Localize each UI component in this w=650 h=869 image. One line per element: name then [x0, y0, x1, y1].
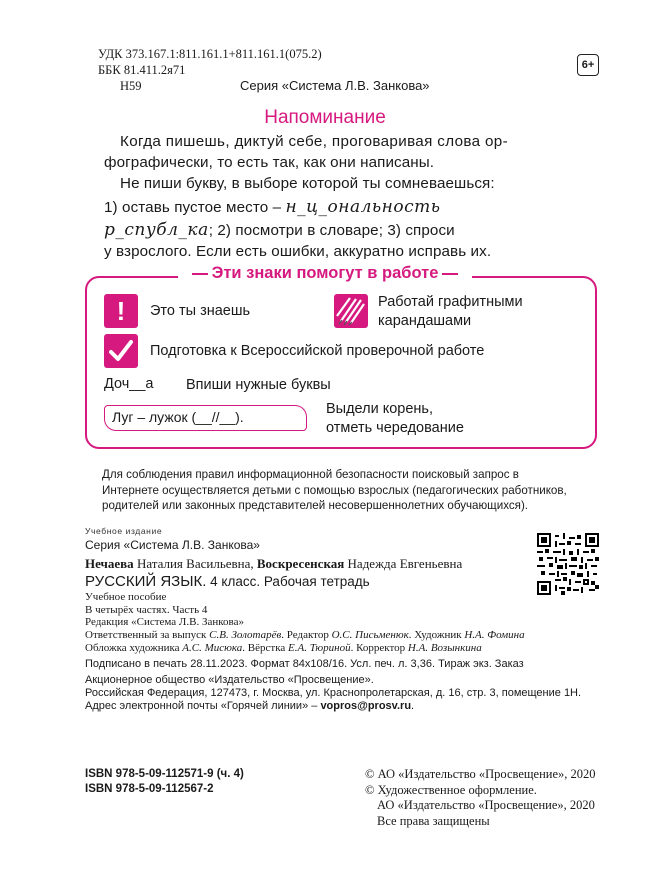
- reminder-line: Не пиши букву, в выборе которой ты сомневаешься:: [120, 175, 495, 192]
- legend-item-vpr: Подготовка к Всероссийской проверочной работе: [150, 343, 485, 359]
- reminder-line: у взрослого. Если есть ошибки, аккуратно исправь их.: [104, 243, 492, 260]
- safety-note: Для соблюдения правил информационной безопасности поисковый запрос в Интернете осуществляется детьми с помощью взрослых (педагогических работников, родителей или законных представителей несовершеннолетних обучающихся).: [102, 468, 567, 512]
- reminder-paragraph-1: [104, 131, 582, 173]
- copyright-line: © Художественное оформление.: [365, 782, 537, 797]
- exclamation-icon: !: [104, 294, 138, 328]
- book-kind: Учебное пособие В четырёх частях. Часть 4: [85, 591, 208, 616]
- handwritten-example-1: н_ц_ональность: [285, 197, 441, 217]
- handwritten-example-2: р_спубл_ка: [104, 220, 209, 240]
- age-rating-badge: 6+: [577, 54, 599, 76]
- series-name-top: Серия «Система Л.В. Занкова»: [240, 78, 430, 93]
- book-title: РУССКИЙ ЯЗЫК. 4 класс. Рабочая тетрадь: [85, 573, 370, 590]
- reminder-line: [104, 197, 582, 218]
- bbk-code: ББК 81.411.2я71: [98, 63, 186, 77]
- publisher-info: Акционерное общество «Издательство «Просвещение». Российская Федерация, 127473, г. Москва, ул. Краснопролетарская, д. 16, стр. 3, помещение 1Н. Адрес электронной почты «Горячей линии» – vopros@prosv.ru.: [85, 674, 582, 712]
- authors: Нечаева Наталия Васильевна, Воскресенская Надежда Евгеньевна: [85, 556, 463, 571]
- reminder-text: ; 2) посмотри в словаре; 3) спроси: [208, 222, 455, 239]
- legend-title: Эти знаки помогут в работе: [0, 264, 650, 283]
- isbn-2: ISBN 978-5-09-112567-2: [85, 783, 214, 795]
- print-line: Подписано в печать 28.11.2023. Формат 84x108/16. Усл. печ. л. 3,36. Тираж экз. Заказ: [85, 658, 524, 670]
- imprint-series: Серия «Система Л.В. Занкова»: [85, 538, 260, 552]
- copyright-line: © АО «Издательство «Просвещение», 2020: [365, 767, 596, 781]
- example-word-blank: Доч__а: [104, 376, 154, 392]
- copyright-block: [365, 767, 596, 829]
- reminder-paragraph-2: [104, 173, 582, 262]
- reminder-title: Напоминание: [264, 107, 386, 128]
- checkmark-icon: [104, 334, 138, 368]
- imprint-credits: Редакция «Система Л.В. Занкова» Ответственный за выпуск С.В. Золотарёв. Редактор О.С. Письменюк. Художник Н.А. Фомина Обложка художника А.С. Мисюка. Вёрстка Е.А. Тюриной. Корректор Н.А. Возынкина: [85, 616, 525, 654]
- qr-code: [537, 533, 599, 595]
- edition-type: Учебное издание: [85, 526, 163, 536]
- copyright-line: Все права защищены: [377, 813, 490, 828]
- reminder-line: фографически, то есть так, как они написаны.: [104, 154, 435, 171]
- author-code: Н59: [120, 79, 142, 93]
- legend-item-pencil: Работай графитными карандашами: [378, 294, 523, 329]
- isbn-1: ISBN 978-5-09-112571-9 (ч. 4): [85, 768, 244, 780]
- example-root-box: Луг – лужок (__//__).: [104, 405, 307, 431]
- pencils-icon: [334, 294, 368, 328]
- udk-code: УДК 373.167.1:811.161.1+811.161.1(075.2): [98, 47, 322, 61]
- reminder-line: [104, 220, 582, 241]
- legend-item-root: Выдели корень, отметь чередование: [326, 401, 464, 436]
- reminder-line: Когда пишешь, диктуй себе, проговаривая слова ор-: [120, 133, 508, 150]
- legend-item-know: Это ты знаешь: [150, 303, 251, 319]
- reminder-text: 1) оставь пустое место –: [104, 199, 282, 216]
- isbn-block: [85, 767, 244, 797]
- legend-item-letters: Впиши нужные буквы: [186, 377, 331, 393]
- copyright-line: АО «Издательство «Просвещение», 2020: [377, 798, 595, 812]
